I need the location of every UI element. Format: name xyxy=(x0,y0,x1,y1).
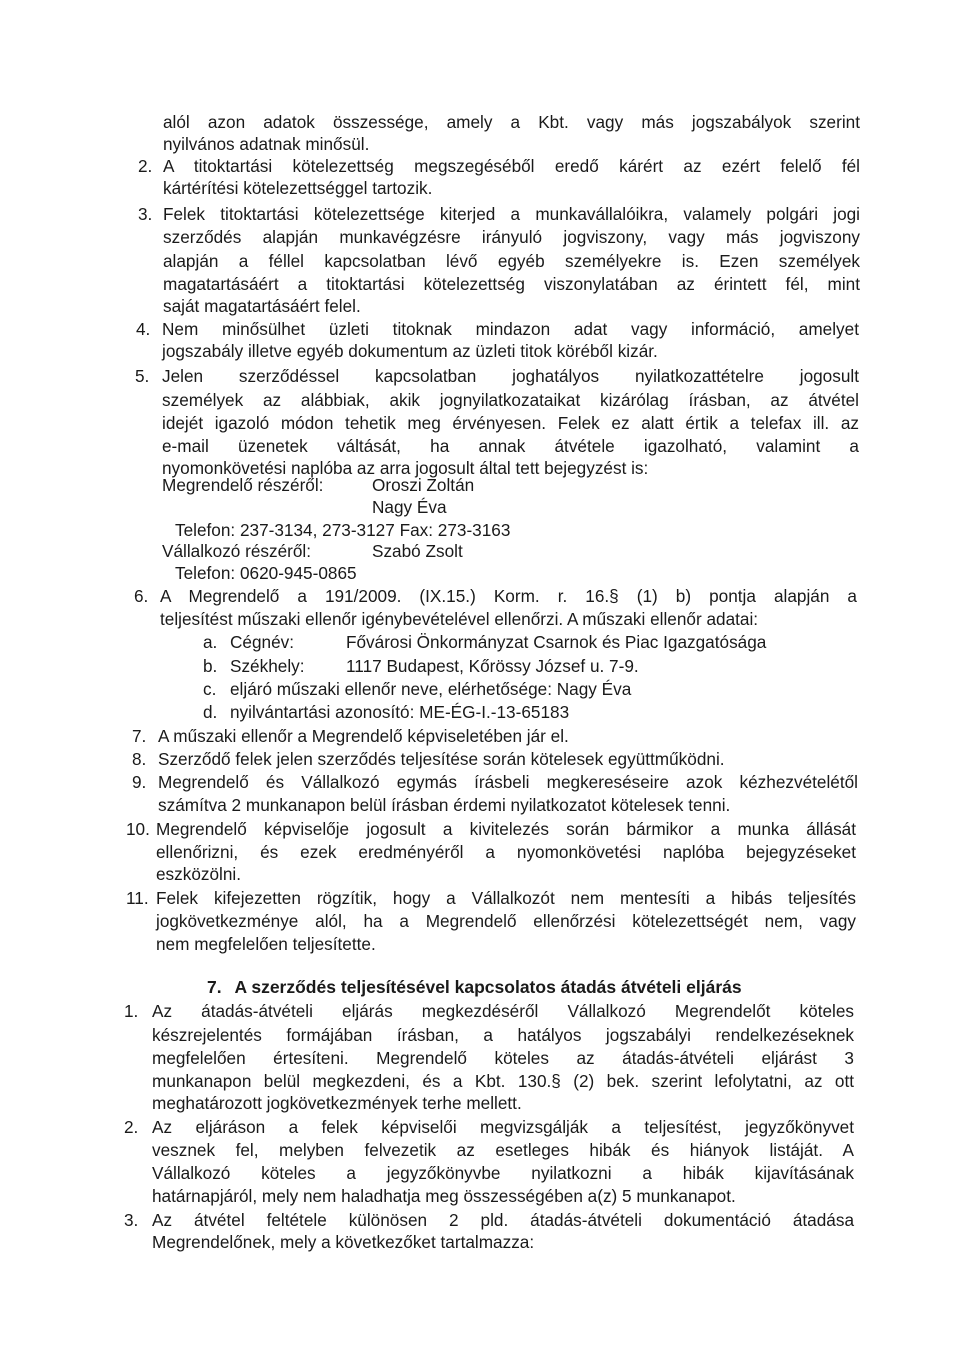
item-text-line: saját magatartásáért felel. xyxy=(163,296,361,316)
item-text-line: Szerződő felek jelen szerződés teljesítése során kötelesek együttműködni. xyxy=(158,749,725,769)
item-text-line: jogszabály illetve egyéb dokumentum az üzleti titok köréből kizár. xyxy=(162,341,658,361)
client-name: Nagy Éva xyxy=(372,497,447,517)
item-text-line: Megrendelő és Vállalkozó egymás írásbeli megkereséseire azok kézhezvételétől xyxy=(158,772,858,792)
intro-line: alól azon adatok összessége, amely a Kbt. vagy más jogszabályok szerint xyxy=(163,112,860,132)
item-text-line: teljesítést műszaki ellenőr igénybevételével ellenőrzi. A műszaki ellenőr adatai: xyxy=(160,609,759,629)
item-number: 11. xyxy=(126,888,149,908)
contractor-phone: Telefon: 0620-945-0865 xyxy=(175,563,357,583)
item-text-line: kártérítési kötelezettséggel tartozik. xyxy=(163,178,433,198)
item-text-line: készrejelentés formájában írásban, a hatályos jogszabályi rendelkezéseknek xyxy=(152,1025,854,1045)
item-text-line: e-mail üzenetek váltását, ha annak átvétele igazolható, valamint a xyxy=(162,436,859,456)
item-number: 10. xyxy=(126,819,150,839)
item-text-line: A titoktartási kötelezettség megszegéséből eredő kárért az ezért felelő fél xyxy=(163,156,860,176)
item-text-line: Felek titoktartási kötelezettsége kiterjed a munkavállalóikra, valamely polgári jogi xyxy=(163,204,860,224)
item-text-line: vesznek fel, melyben felvezetik az esetleges hibák és hiányok listáját. A xyxy=(152,1140,854,1160)
sub-label: Cégnév: xyxy=(230,632,295,652)
item-number: 8. xyxy=(132,749,147,769)
item-text-line: idejét igazoló módon tehetik meg érvényesen. Felek ez alatt értik a telefax ill. az xyxy=(162,413,859,433)
item-text-line: Az átadás-átvételi eljárás megkezdéséről Vállalkozó Megrendelőt köteles xyxy=(152,1001,854,1021)
section-number: 7. xyxy=(207,977,222,997)
item-text-line: meghatározott jogkövetkezmények terhe mellett. xyxy=(152,1093,522,1113)
sub-label: Székhely: xyxy=(230,656,305,676)
item-text-line: Jelen szerződéssel kapcsolatban joghatályos nyilatkozattételre jogosult xyxy=(162,366,859,386)
item-text-line: Nem minősülhet üzleti titoknak mindazon adat vagy információ, amelyet xyxy=(162,319,859,339)
item-number: 5. xyxy=(135,366,150,386)
item-number: 3. xyxy=(124,1210,139,1230)
item-text-line: A műszaki ellenőr a Megrendelő képviseletében jár el. xyxy=(158,726,569,746)
client-label: Megrendelő részéről: xyxy=(162,475,324,495)
item-number: 3. xyxy=(138,204,153,224)
item-text-line: Vállalkozó köteles a jegyzőkönyvbe nyilatkozni a hibák kijavításának xyxy=(152,1163,854,1183)
item-number: 2. xyxy=(138,156,153,176)
sub-letter: a. xyxy=(203,632,218,652)
intro-line: nyilvános adatnak minősül. xyxy=(163,134,370,154)
item-text-line: megfelelően értesíteni. Megrendelő köteles az átadás-átvételi eljárást 3 xyxy=(152,1048,854,1068)
item-number: 9. xyxy=(132,772,147,792)
item-text-line: szerződés alapján munkavégzésre irányuló jogviszony, vagy más jogviszony xyxy=(163,227,860,247)
item-number: 4. xyxy=(136,319,151,339)
item-text-line: számítva 2 munkanapon belül írásban érdemi nyilatkozatot kötelesek tenni. xyxy=(158,795,731,815)
sub-value: 1117 Budapest, Kőrössy József u. 7-9. xyxy=(346,656,639,676)
section-title: A szerződés teljesítésével kapcsolatos átadás átvételi eljárás xyxy=(234,977,742,997)
contractor-name: Szabó Zsolt xyxy=(372,541,463,561)
item-text-line: alapján a féllel kapcsolatban lévő egyéb személyekre is. Ezen személyek xyxy=(163,251,860,271)
sub-letter: c. xyxy=(203,679,217,699)
item-number: 1. xyxy=(124,1001,139,1021)
item-text-line: Az átvétel feltétele különösen 2 pld. átadás-átvételi dokumentáció átadása xyxy=(152,1210,854,1230)
item-text-line: Az eljáráson a felek képviselői megvizsgálják a teljesítést, jegyzőkönyvet xyxy=(152,1117,854,1137)
item-text-line: Felek kifejezetten rögzítik, hogy a Vállalkozót nem mentesíti a hibás teljesítés xyxy=(156,888,856,908)
sub-text: nyilvántartási azonosító: ME-ÉG-I.-13-65183 xyxy=(230,702,570,722)
sub-letter: d. xyxy=(203,702,218,722)
item-text-line: magatartásáért a titoktartási kötelezettség viszonylatában az érintett fél, mint xyxy=(163,274,860,294)
item-number: 7. xyxy=(132,726,147,746)
item-text-line: személyek az alábbiak, akik jognyilatkozataikat kizárólag írásban, az átvétel xyxy=(162,390,859,410)
item-text-line: jogkövetkezménye alól, ha a Megrendelő ellenőrzési kötelezettségét nem, vagy xyxy=(156,911,856,931)
item-text-line: nyomonkövetési naplóba az arra jogosult által tett bejegyzést is: xyxy=(162,458,649,478)
sub-text: eljáró műszaki ellenőr neve, elérhetősége: Nagy Éva xyxy=(230,679,632,699)
item-number: 2. xyxy=(124,1117,139,1137)
section-heading xyxy=(207,976,742,998)
item-text-line: nem megfelelően teljesítette. xyxy=(156,934,376,954)
item-text-line: ellenőrizni, és ezek eredményéről a nyomonkövetési naplóba bejegyzéseket xyxy=(156,842,856,862)
contractor-label: Vállalkozó részéről: xyxy=(162,541,312,561)
client-phone: Telefon: 237-3134, 273-3127 Fax: 273-3163 xyxy=(175,520,511,540)
item-text-line: eszközölni. xyxy=(156,864,242,884)
item-text-line: Megrendelő képviselője jogosult a kivitelezés során bármikor a munka állását xyxy=(156,819,856,839)
client-name: Oroszi Zoltán xyxy=(372,475,475,495)
item-number: 6. xyxy=(134,586,149,606)
item-text-line: munkanapon belül megkezdeni, és a Kbt. 130.§ (2) bek. szerint lefolytatni, az ott xyxy=(152,1071,854,1091)
item-text-line: határnapjáról, mely nem haladhatja meg összességében a(z) 5 munkanapot. xyxy=(152,1186,736,1206)
sub-letter: b. xyxy=(203,656,218,676)
item-text-line: A Megrendelő a 191/2009. (IX.15.) Korm. r. 16.§ (1) b) pontja alapján a xyxy=(160,586,857,606)
sub-value: Fővárosi Önkormányzat Csarnok és Piac Igazgatósága xyxy=(346,632,767,652)
item-text-line: Megrendelőnek, mely a következőket tartalmazza: xyxy=(152,1232,535,1252)
